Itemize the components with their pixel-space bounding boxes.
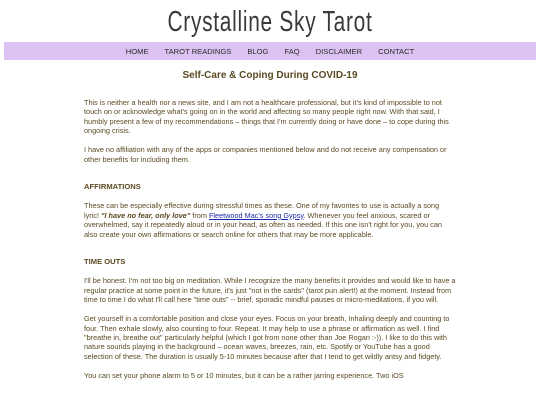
nav-faq[interactable]: FAQ xyxy=(284,46,300,56)
affirmations-text-c: . Whenever you feel anxious, scared or overwhelmed, say it repeatedly aloud or in your head, as often as needed. If this one isn't right for you, you can also create your own affirmations or search online for others that may be more applicable. xyxy=(84,210,442,239)
main-nav xyxy=(4,42,536,60)
nav-blog[interactable]: BLOG xyxy=(247,46,269,56)
affirmations-text-b: from xyxy=(190,210,209,220)
nav-disclaimer[interactable]: DISCLAIMER xyxy=(315,46,363,56)
nav-contact[interactable]: CONTACT xyxy=(378,46,415,56)
timeouts-paragraph-1: I'll be honest. I'm not too big on meditation. While I recognize the many benefits it provides and would like to have a regular practice at some point in the future, it's just "not in the cards" (tarot pun alert!) at the moment. Instead from time to time I do what I'll call here "time outs" -- brief, sporadic mindful pauses or micro-meditations, if you will. xyxy=(84,276,456,305)
affiliation-paragraph: I have no affiliation with any of the apps or companies mentioned below and do not receive any compensation or other benefits for including them. xyxy=(84,145,447,164)
timeouts-paragraph-3: You can set your phone alarm to 5 or 10 minutes, but it can be a rather jarring experience. Two iOS xyxy=(84,370,404,380)
affirmations-heading: AFFIRMATIONS xyxy=(84,182,141,192)
affirmations-text-a: These can be especially effective during stressful times as these. One of my favorites to use is actually a song lyric! xyxy=(84,201,440,220)
nav-home[interactable]: HOME xyxy=(125,46,149,56)
timeouts-paragraph-2: Get yourself in a comfortable position and close your eyes. Focus on your breath, Inhaling deeply and counting to four. Then exhale slowly, also counting to four. Repeat. It may help to use a phrase or affirmation as well. I find "breathe in, breathe out" particularly helpful (which I got from none other than Joe Rogan :-)). I like to do this with nature sounds playing in the background – ocean waves, breezes, rain, etc. Spotify or YouTube has a good selection of these. The duration is usually 5-10 minutes because after that I tend to get wildly antsy and fidgety. xyxy=(84,314,450,361)
affirmation-quote: "I have no fear, only love" xyxy=(101,210,191,220)
nav-tarot-readings[interactable]: TAROT READINGS xyxy=(164,46,232,56)
timeouts-heading: TIME OUTS xyxy=(84,257,126,267)
page-title: Self-Care & Coping During COVID-19 xyxy=(182,70,358,81)
affirmations-paragraph xyxy=(84,201,456,239)
site-title[interactable]: Crystalline Sky Tarot xyxy=(167,6,373,38)
article-content xyxy=(84,98,456,390)
intro-paragraph: This is neither a health nor a news site, and I am not a healthcare professional, but it's kind of impossible to not touch on or acknowledge what's going on in the world and affecting so many people right now. With that said, I humbly present a few of my recommendations – things that I'm currently doing or have done – to cope during this ongoing crisis. xyxy=(84,98,449,136)
gypsy-song-link[interactable]: Fleetwood Mac's song Gypsy xyxy=(208,210,304,220)
